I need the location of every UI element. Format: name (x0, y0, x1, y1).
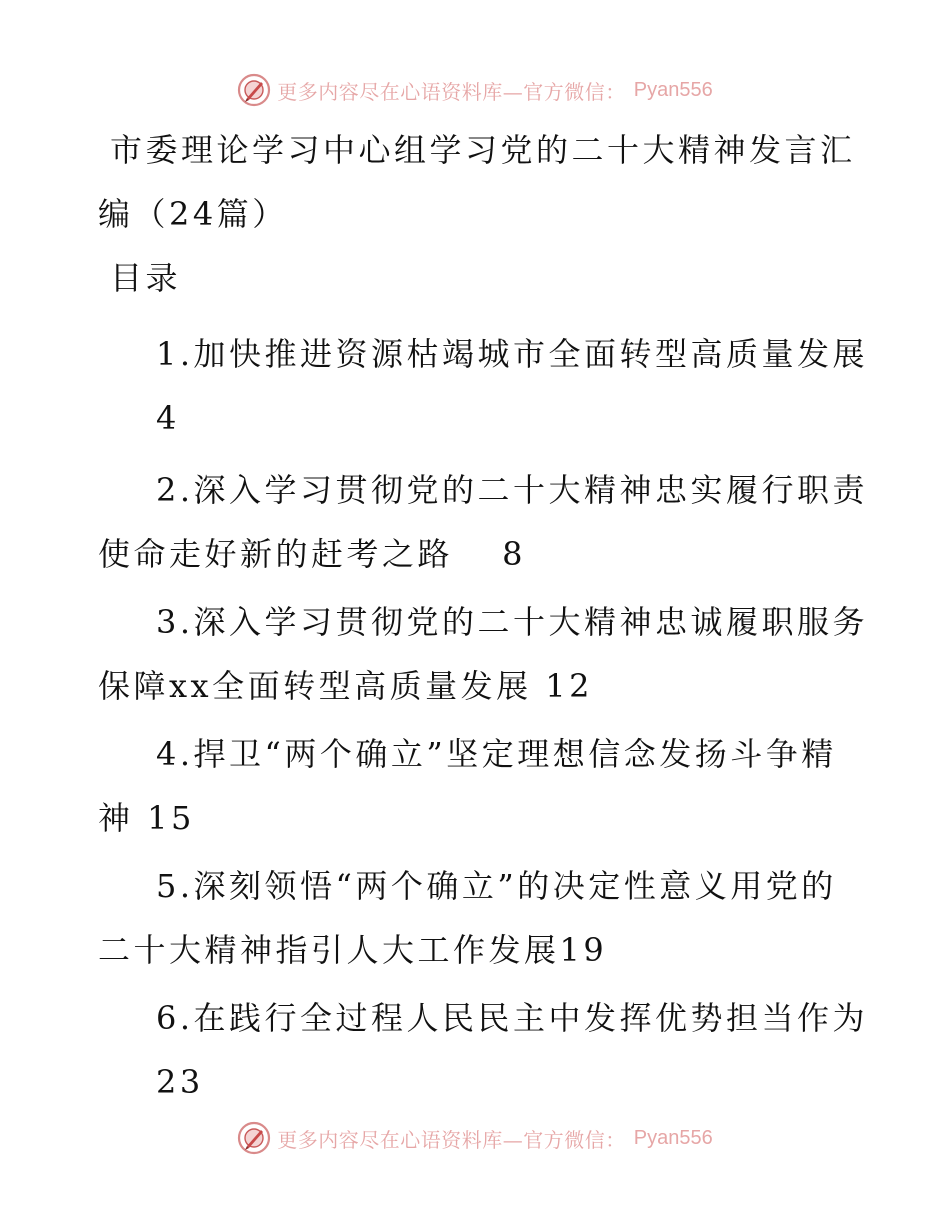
toc-entry-3[interactable] (98, 590, 869, 718)
toc-entry-continuation: 使命走好新的赶考之路 8 (98, 535, 527, 573)
toc-entry-continuation: 二十大精神指引人大工作发展19 (98, 931, 608, 969)
watermark-header (0, 70, 950, 110)
toc-entry-5[interactable] (98, 854, 838, 982)
toc-entry-title: 1.加快推进资源枯竭城市全面转型高质量发展 (156, 335, 869, 373)
toc-entry-title: 5.深刻领悟“两个确立”的决定性意义用党的 (156, 867, 837, 905)
pen-logo-icon (237, 1121, 271, 1155)
watermark-wechat-id: Pyan556 (633, 1126, 713, 1149)
toc-entry-title: 2.深入学习贯彻党的二十大精神忠实履行职责 (156, 471, 869, 509)
toc-heading: 目录 (110, 259, 182, 297)
pen-logo-icon (237, 73, 271, 107)
title-line-1: 市委理论学习中心组学习党的二十大精神发言汇 (110, 131, 856, 169)
toc-entry-title: 6.在践行全过程人民民主中发挥优势担当作为 (156, 999, 869, 1037)
document-title (98, 118, 856, 246)
toc-entry-2[interactable] (98, 458, 869, 586)
toc-entry-1[interactable] (98, 322, 869, 450)
toc-entry-4[interactable] (98, 722, 838, 850)
toc-entry-title: 4.捍卫“两个确立”坚定理想信念发扬斗争精 (156, 735, 837, 773)
toc-entry-6[interactable] (98, 986, 869, 1114)
title-line-2: 编（24篇） (98, 195, 288, 233)
toc-entry-continuation: 保障xx全面转型高质量发展 12 (98, 667, 593, 705)
watermark-text: 更多内容尽在心语资料库—官方微信： (277, 79, 626, 104)
toc-entry-page: 4 (156, 399, 180, 437)
toc-entry-continuation: 神 15 (98, 799, 195, 837)
watermark-footer (0, 1118, 950, 1158)
watermark-text: 更多内容尽在心语资料库—官方微信： (277, 1127, 626, 1152)
toc-entry-page: 23 (156, 1063, 204, 1101)
toc-entry-title: 3.深入学习贯彻党的二十大精神忠诚履职服务 (156, 603, 869, 641)
watermark-wechat-id: Pyan556 (633, 78, 713, 101)
